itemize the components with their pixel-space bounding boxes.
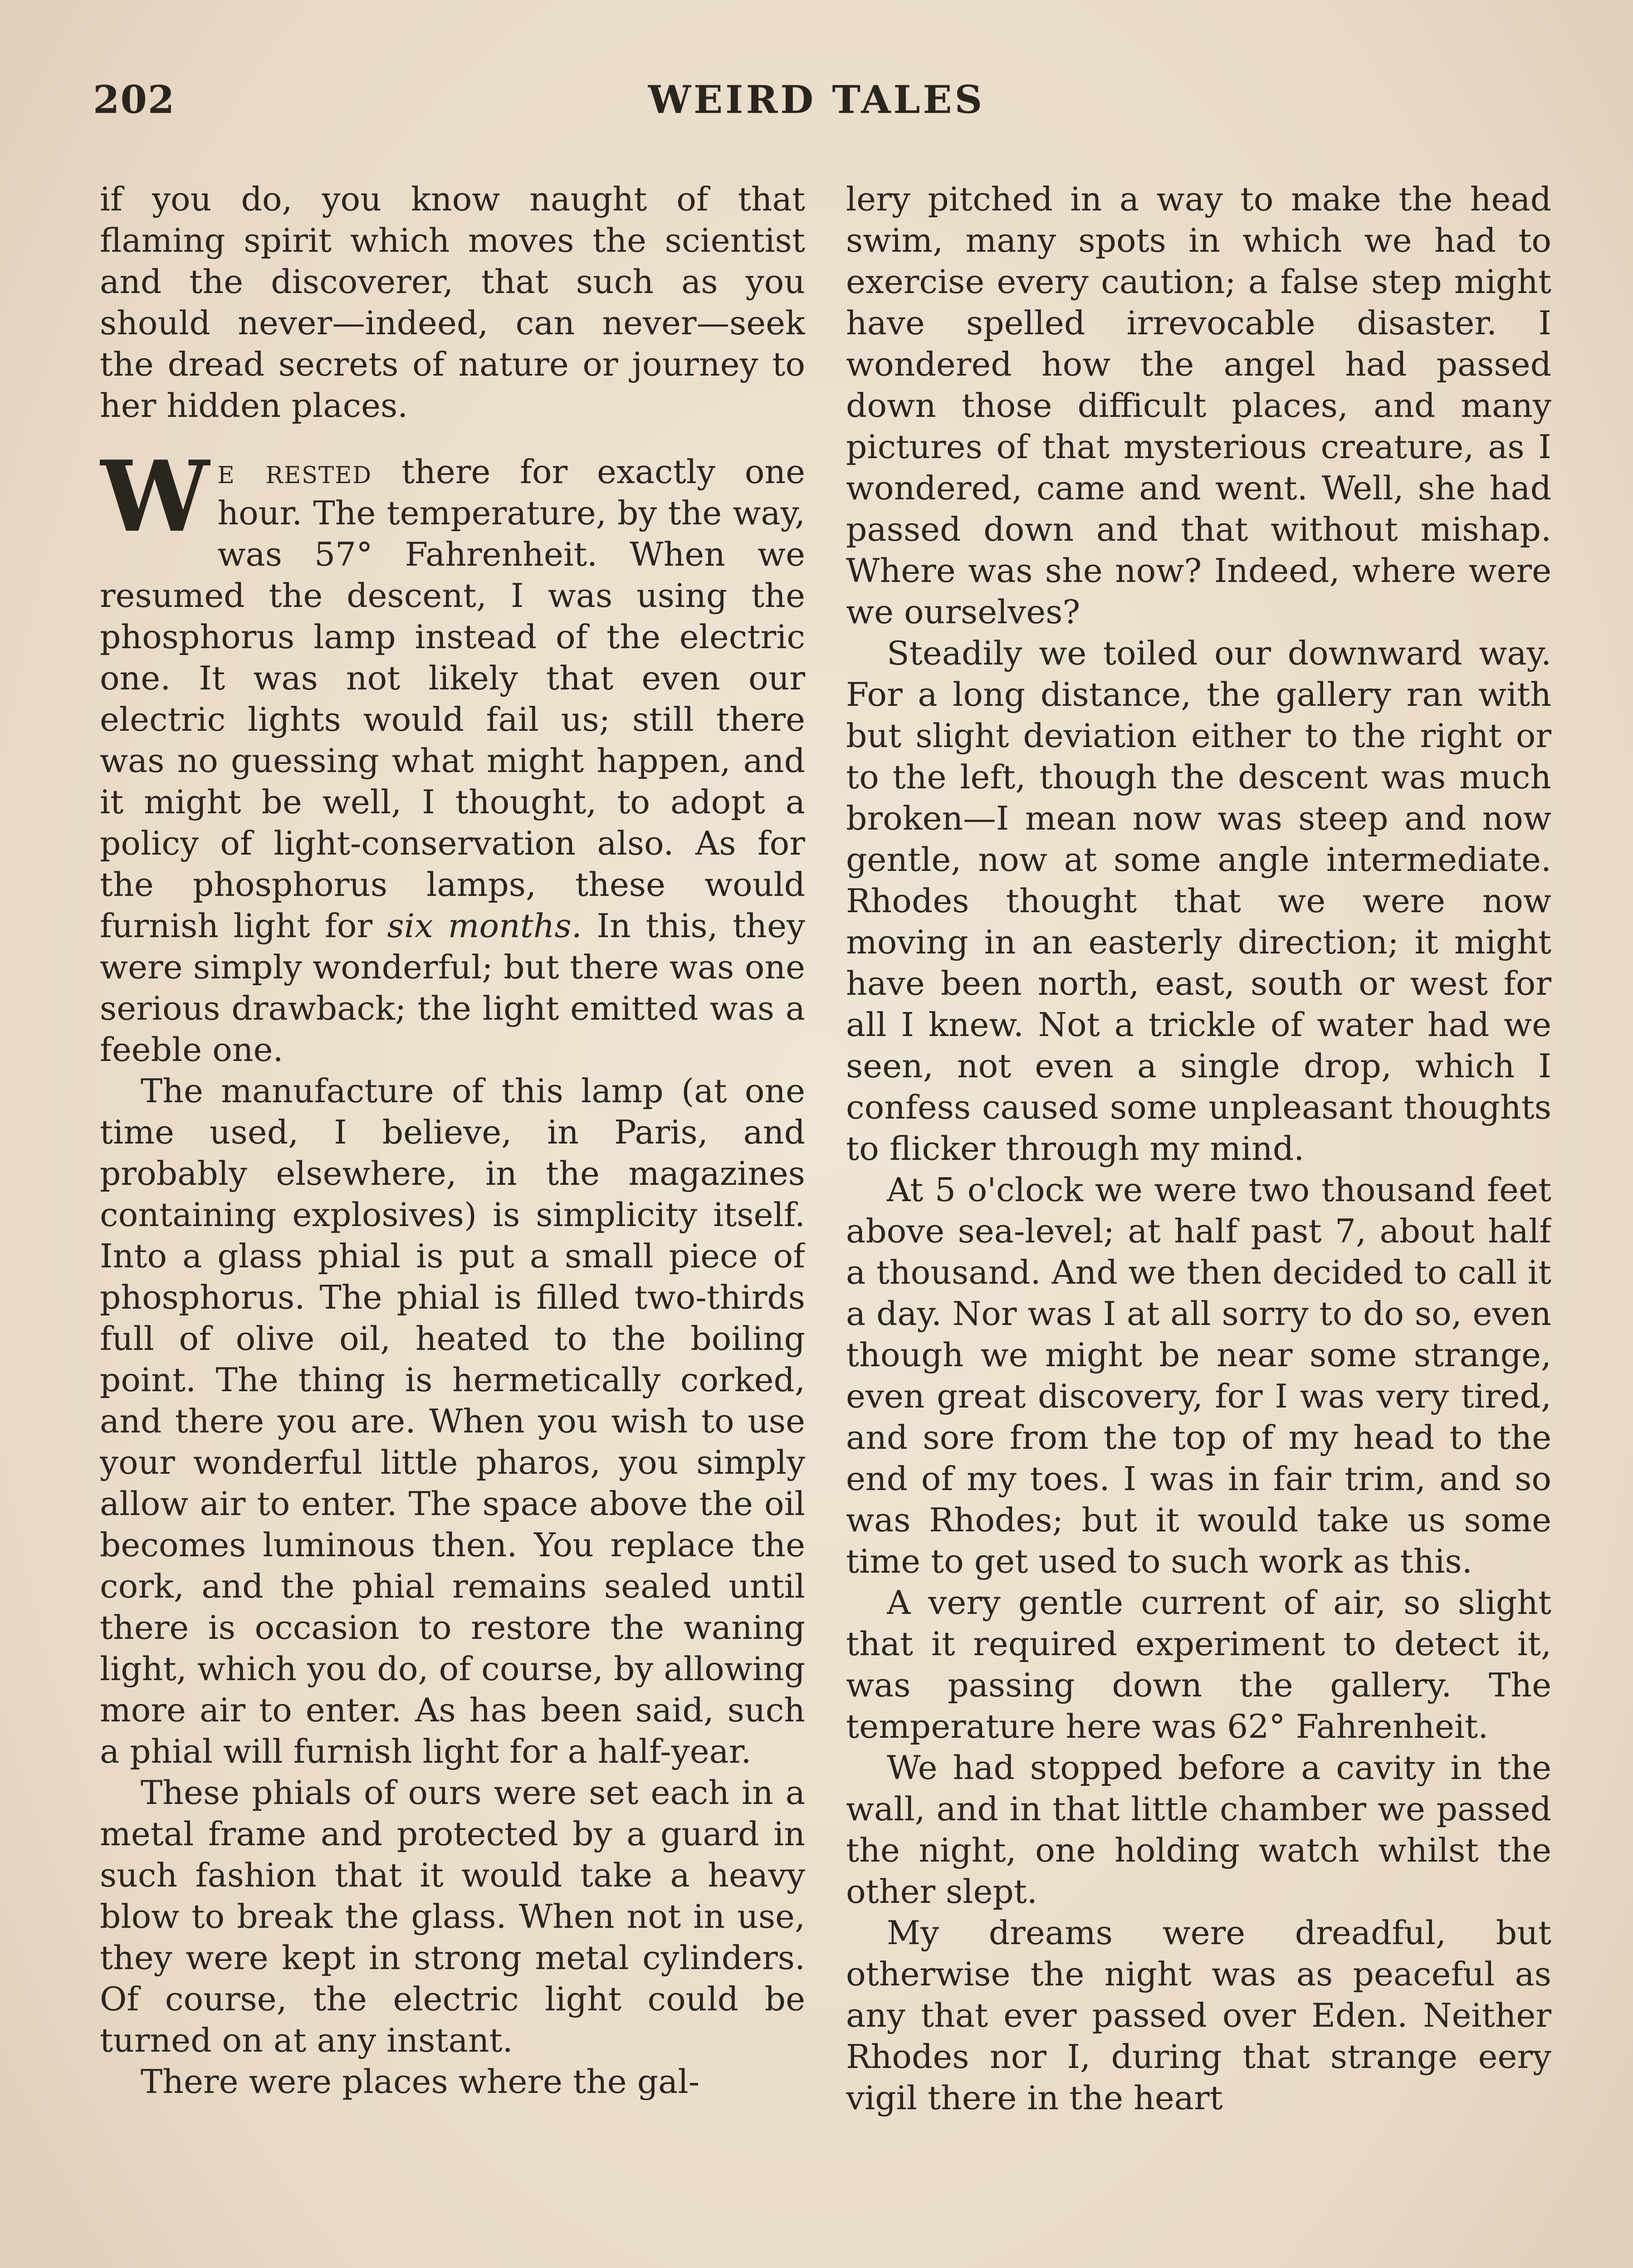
paragraph: The manufacture of this lamp (at one time used, I believe, in Paris, and probably elsewhere, in the magazines containing explosives) is simplicity itself. Into a glass phial is put a small piece of phosphorus. The phial is filled two-thirds full of olive oil, heated to the boiling point. The thing is hermetically corked, and there you are. When you wish to use your wonderful little pharos, you simply allow air to enter. The space above the oil becomes luminous then. You replace the cork, and the phial remains sealed until there is occasion to restore the waning light, which you do, of course, by allowing more air to enter. As has been said, such a phial will furnish light for a half-year. xyxy=(100,1072,805,1771)
paragraph: We had stopped before a cavity in the wall, and in that little chamber we passed the night, one holding watch whilst the other slept. xyxy=(846,1749,1551,1911)
paragraph-text: there for exactly one hour. The temperature, by the way, was 57° Fahrenheit. When we resumed the descent, I was using the phosphorus lamp instead of the electric one. It was not likely that even our electric lights would fail us; still there was no guessing what might happen, and it might be well, I thought, to adopt a policy of light-conservation also. As for the phosphorus lamps, these would furnish light for xyxy=(100,453,805,945)
paragraph: if you do, you know naught of that flaming spirit which moves the scientist and the discoverer, that such as you should never—indeed, can never—seek the dread secrets of nature or journey to her hidden places. xyxy=(100,181,805,425)
running-title: WEIRD TALES xyxy=(648,77,985,122)
right-column xyxy=(846,179,1551,2268)
small-caps-lead: e rested xyxy=(217,453,372,491)
left-column xyxy=(100,179,805,2268)
paragraph: These phials of ours were set each in a metal frame and protected by a guard in such fashion that it would take a heavy blow to break the glass. When not in use, they were kept in strong metal cylinders. Of course, the electric light could be turned on at any instant. xyxy=(100,1774,805,2060)
page-header xyxy=(93,77,1540,136)
paragraph: There were places where the gal- xyxy=(141,2063,700,2101)
drop-cap: W xyxy=(100,439,210,554)
paragraph: lery pitched in a way to make the head swim, many spots in which we had to exercise every caution; a false step might have spelled irrevocable disaster. I wondered how the angel had passed down those difficult places, and many pictures of that mysterious creature, as I wondered, came and went. Well, she had passed down and that without mishap. Where was she now? Indeed, where were we ourselves? xyxy=(846,181,1551,631)
italic-text: six months. xyxy=(387,907,582,945)
paragraph: Steadily we toiled our downward way. For a long distance, the gallery ran with but slight deviation either to the right or to the left, though the descent was much broken—I mean now was steep and now gentle, now at some angle intermediate. Rhodes thought that we were now moving in an easterly direction; it might have been north, east, south or west for all I knew. Not a trickle of water had we seen, not even a single drop, which I confess caused some unpleasant thoughts to flicker through my mind. xyxy=(846,635,1551,1168)
paragraph-dropcap xyxy=(100,439,805,1071)
page-number: 202 xyxy=(93,77,176,122)
paragraph: At 5 o'clock we were two thousand feet above sea-level; at half past 7, about half a thousand. And we then decided to call it a day. Nor was I at all sorry to do so, even though we might be near some strange, even great discovery, for I was very tired, and sore from the top of my head to the end of my toes. I was in fair trim, and so was Rhodes; but it would take us some time to get used to such work as this. xyxy=(846,1171,1551,1581)
paragraph: A very gentle current of air, so slight that it required experiment to detect it, was passing down the gallery. The temperature here was 62° Fahrenheit. xyxy=(846,1584,1551,1746)
paragraph-text: In this, they were simply wonderful; but there was one serious drawback; the light emitted was a feeble one. xyxy=(100,907,805,1069)
paragraph: My dreams were dreadful, but otherwise the night was as peaceful as any that ever passed over Eden. Neither Rhodes nor I, during that strange eery vigil there in the heart xyxy=(846,1914,1551,2117)
